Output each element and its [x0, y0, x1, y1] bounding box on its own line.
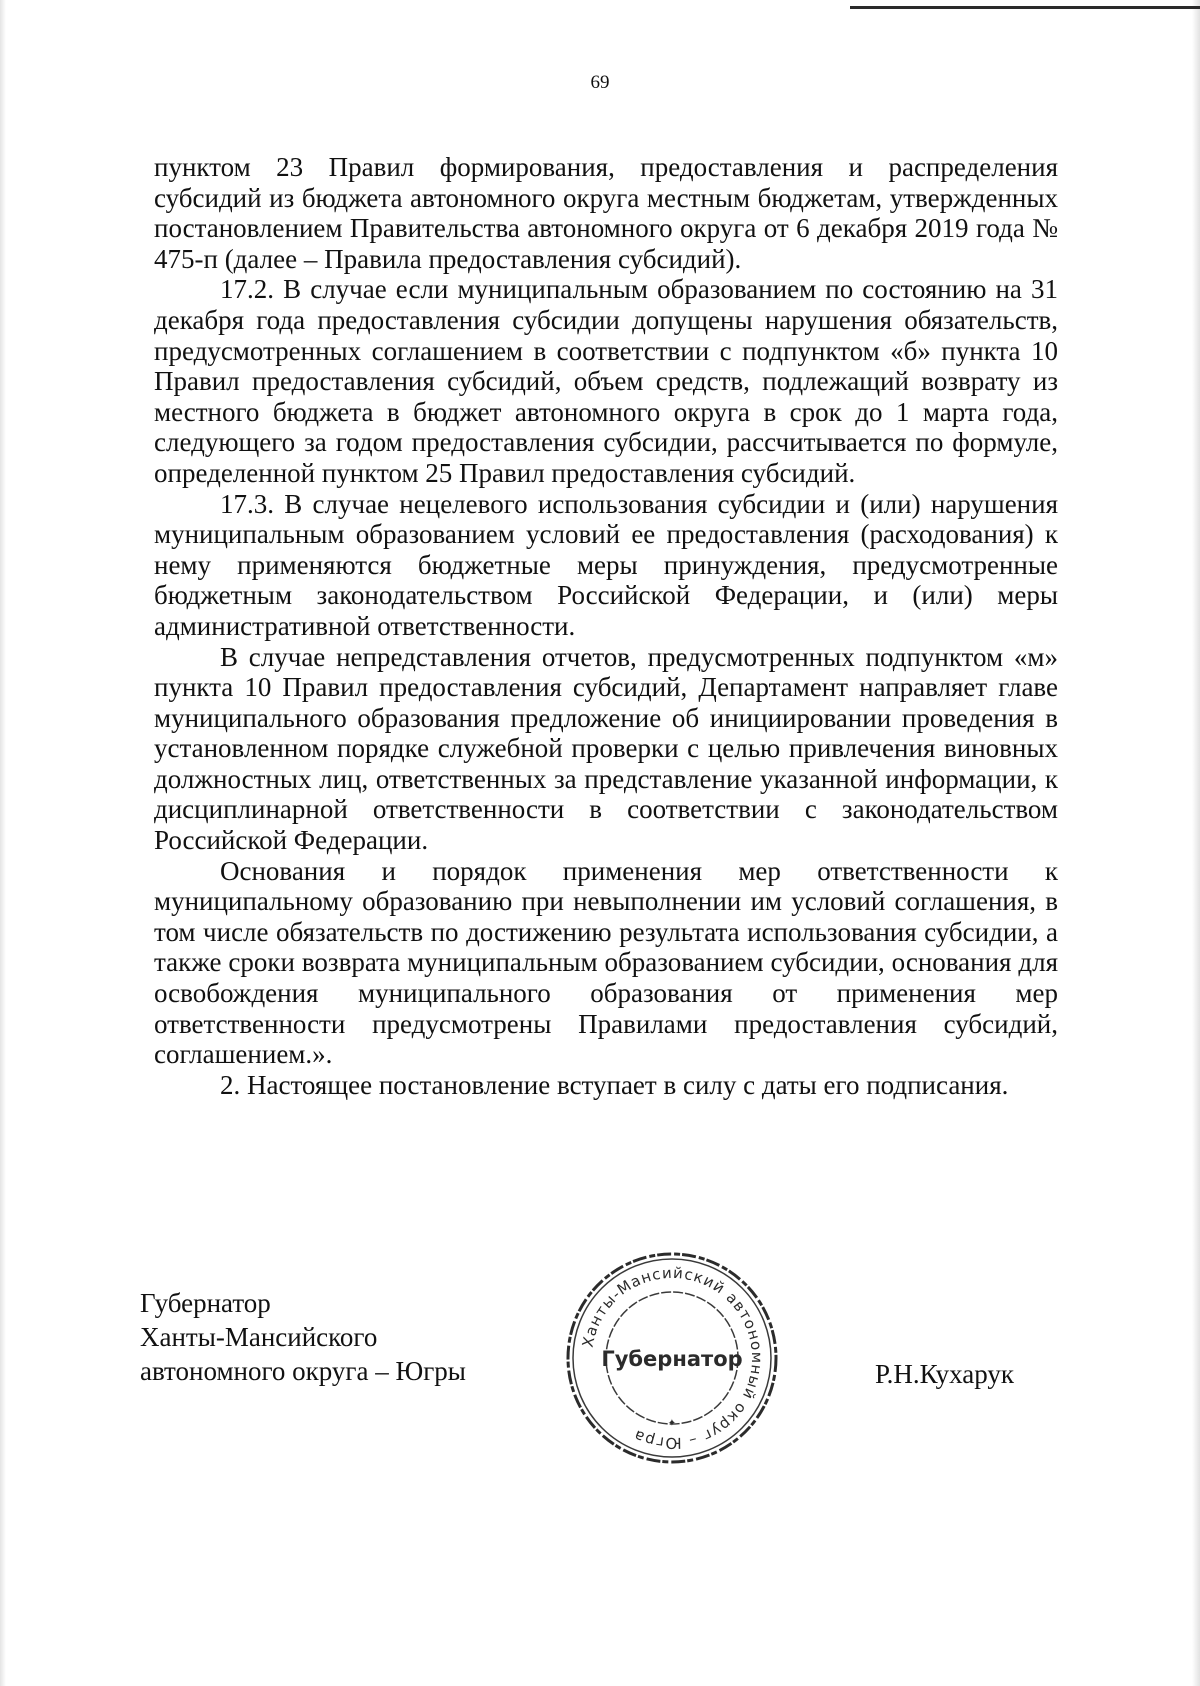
paragraph-rules-reference: пунктом 23 Правил формирования, предоставления и распределения субсидий из бюджета автономного округа местным бюджетам, утвержденных постановлением Правительства автономного округа от 6 декабря 2019 года № 475-п (далее – Правила предоставления субсидий). [154, 152, 1058, 274]
paragraph-17-2: 17.2. В случае если муниципальным образованием по состоянию на 31 декабря года предоставления субсидии допущены нарушения обязательств, предусмотренных соглашением в соответствии с подпунктом «б» пункта 10 Правил предоставления субсидий, объем средств, подлежащий возврату из местного бюджета в бюджет автономного округа в срок до 1 марта года, следующего за годом предоставления субсидии, рассчитывается по формуле, определенной пунктом 25 Правил предоставления субсидий. [154, 274, 1058, 488]
scan-right-edge [1192, 0, 1200, 1686]
seal-ring-text: Ханты-Мансийский автономный округ – Югра [578, 1263, 767, 1453]
seal-center-text: Губернатор [601, 1347, 743, 1371]
paragraph-17-3: 17.3. В случае нецелевого использования субсидии и (или) нарушения муниципальным образованием условий ее предоставления (расходования) к нему применяются бюджетные меры принуждения, предусмотренные бюджетным законодательством Российской Федерации, и (или) меры административной ответственности. [154, 488, 1058, 641]
scan-left-edge [0, 0, 6, 1686]
paragraph-reports: В случае непредставления отчетов, предусмотренных подпунктом «м» пункта 10 Правил предоставления субсидий, Департамент направляет главе муниципального образования предложение об инициировании проведения в установленном порядке служебной проверки с целью привлечения виновных должностных лиц, ответственных за представление указанной информации, к дисциплинарной ответственности в соответствии с законодательством Российской Федерации. [154, 641, 1058, 856]
signatory-name: Р.Н.Кухарук [875, 1359, 1015, 1389]
signatory-title-line: автономного округа – Югры [140, 1356, 466, 1386]
official-seal [562, 1248, 782, 1468]
svg-text:✦: ✦ [667, 1418, 677, 1429]
document-body [154, 152, 1058, 1100]
scan-top-mark [850, 6, 1200, 9]
signatory-title-line: Ханты-Мансийского [140, 1322, 378, 1352]
signatory-title [140, 1286, 466, 1388]
paragraph-grounds: Основания и порядок применения мер ответственности к муниципальному образованию при невыполнении им условий соглашения, в том числе обязательств по достижению результата использования субсидии, а также сроки возврата муниципальным образованием субсидии, основания для освобождения муниципального образования от применения мер ответственности предусмотрены Правилами предоставления субсидий, соглашением.». [154, 855, 1058, 1070]
signatory-title-line: Губернатор [140, 1288, 271, 1318]
page-number: 69 [590, 72, 610, 93]
paragraph-effective-date: 2. Настоящее постановление вступает в силу с даты его подписания. [220, 1069, 1009, 1100]
